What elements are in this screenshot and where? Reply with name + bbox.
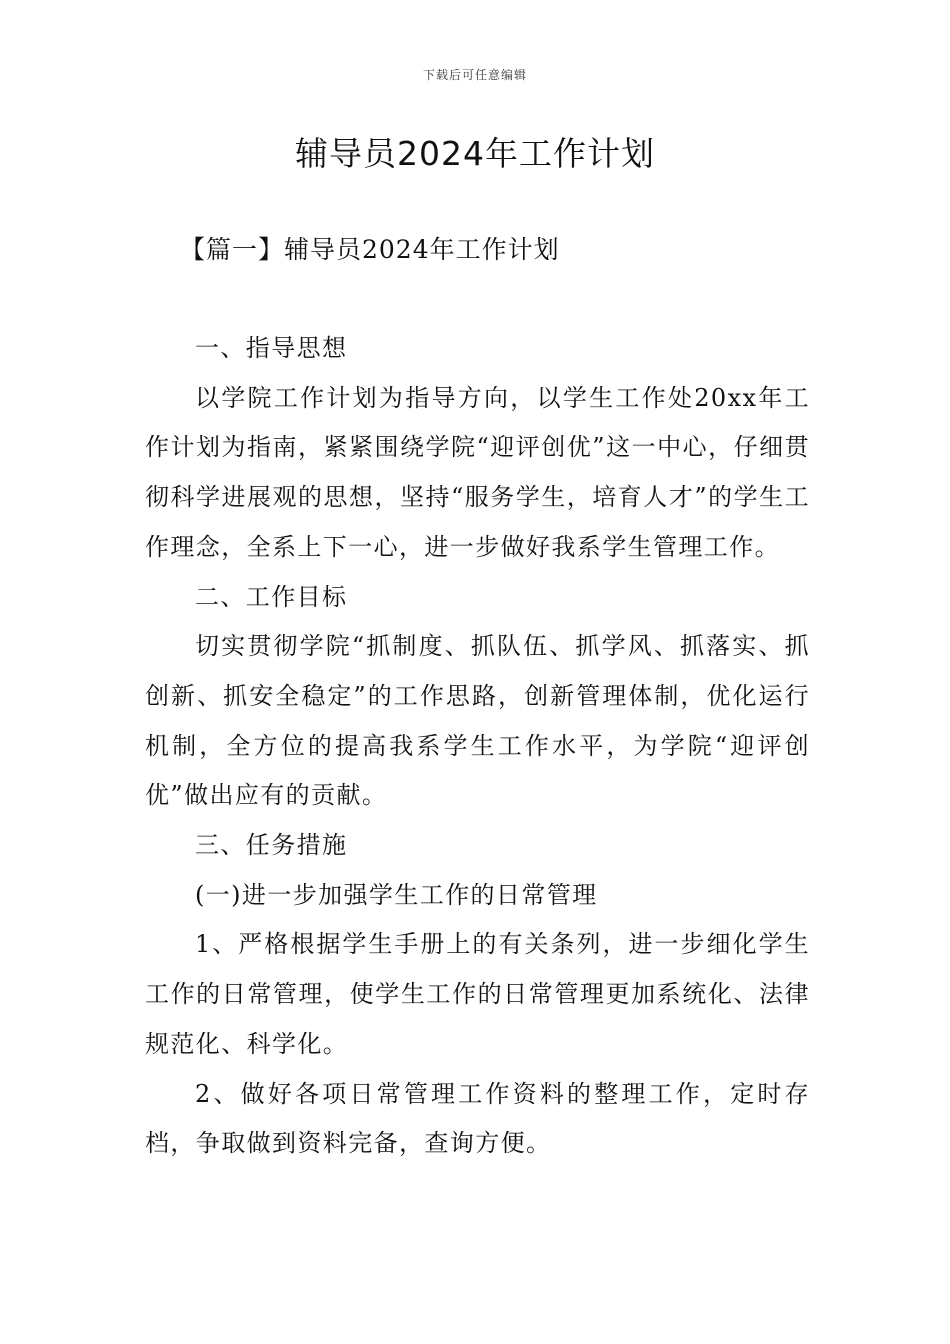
heading-task-measures: 三、任务措施 bbox=[195, 831, 348, 860]
paragraph-work-goals: 切实贯彻学院“抓制度、抓队伍、抓学风、抓落实、抓创新、抓安全稳定”的工作思路，创新管理体制，优化运行机制，全方位的提高我系学生工作水平，为学院“迎评创优”做出应有的贡献。 bbox=[145, 632, 810, 810]
paragraph-item-1: 1、严格根据学生手册上的有关条列，进一步细化学生工作的日常管理，使学生工作的日常管理更加系统化、法律规范化、科学化。 bbox=[145, 930, 810, 1058]
heading-guiding-ideology: 一、指导思想 bbox=[195, 334, 348, 362]
paragraph-item-2: 2、做好各项日常管理工作资料的整理工作，定时存档，争取做到资料完备，查询方便。 bbox=[145, 1079, 810, 1158]
document-body bbox=[145, 324, 810, 1169]
document-title: 辅导员2024年工作计划 bbox=[295, 134, 655, 173]
heading-work-goals: 二、工作目标 bbox=[195, 582, 348, 611]
header-note: 下载后可任意编辑 bbox=[422, 68, 527, 82]
subheading-daily-management: (一)进一步加强学生工作的日常管理 bbox=[195, 880, 598, 909]
paragraph-guiding-ideology: 以学院工作计划为指导方向，以学生工作处20xx年工作计划为指南，紧紧围绕学院“迎评创优”这一中心，仔细贯彻科学进展观的思想，坚持“服务学生，培育人才”的学生工作理念，全系上下一心，进一步做好我系学生管理工作。 bbox=[145, 383, 810, 561]
section-title: 【篇一】辅导员2024年工作计划 bbox=[180, 235, 560, 264]
